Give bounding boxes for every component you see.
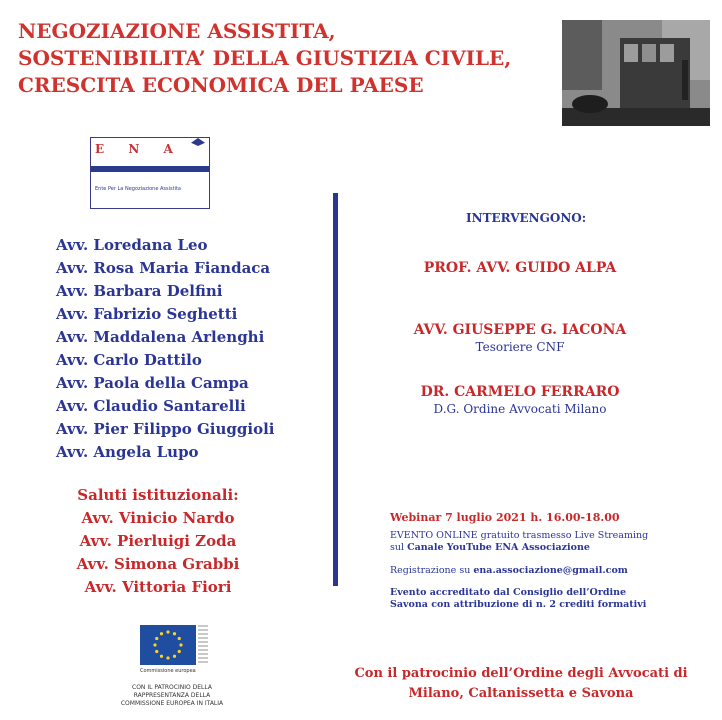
eu-patrocinio-text	[118, 684, 226, 708]
list-item: Avv. Barbara Delfini	[56, 282, 223, 300]
eu-text-line: CON IL PATROCINIO DELLA	[132, 684, 212, 691]
title-line: CRESCITA ECONOMICA DEL PAESE	[18, 73, 424, 97]
list-item: Avv. Claudio Santarelli	[56, 397, 246, 415]
eu-text-line: COMMISSIONE EUROPEA IN ITALIA	[120, 700, 224, 707]
patrocinio-line: Con il patrocinio dell’Ordine degli Avvocati di	[354, 666, 688, 681]
intervengono-heading: INTERVENGONO:	[466, 211, 587, 225]
speaker-name: PROF. AVV. GUIDO ALPA	[423, 260, 617, 276]
patrocinio-line: Milano, Caltanissetta e Savona	[408, 686, 634, 701]
speaker-role: D.G. Ordine Avvocati Milano	[433, 402, 607, 416]
eu-star	[155, 637, 158, 640]
speaker-alpa	[370, 260, 670, 276]
eu-star	[166, 656, 169, 659]
speaker-ferraro	[370, 384, 670, 416]
speaker-role: Tesoriere CNF	[475, 340, 565, 354]
eu-flag-caption: Commissione europea	[140, 668, 196, 674]
eu-star	[153, 643, 156, 646]
eu-star	[178, 637, 181, 640]
ena-subtitle: Ente Per La Negoziazione Assistita	[95, 186, 181, 192]
ena-letters: E N A	[95, 142, 183, 156]
vertical-divider	[333, 193, 338, 586]
organizers-list	[56, 234, 274, 464]
page-title	[18, 18, 558, 99]
eu-star	[173, 655, 176, 658]
youtube-channel: Canale YouTube ENA Associazione	[407, 542, 590, 553]
list-item: Avv. Pier Filippo Giuggioli	[56, 420, 275, 438]
list-item: Avv. Simona Grabbi	[76, 555, 240, 573]
tram-photo-drawing	[562, 20, 710, 126]
saluti-heading: Saluti istituzionali:	[77, 486, 239, 504]
eu-star	[155, 650, 158, 653]
registration-info	[390, 565, 628, 577]
eu-star	[160, 632, 163, 635]
speaker-name: AVV. GIUSEPPE G. IACONA	[413, 322, 627, 338]
ena-logo-bar	[91, 166, 209, 172]
title-line: SOSTENIBILITA’ DELLA GIUSTIZIA CIVILE,	[18, 46, 512, 70]
list-item: Avv. Angela Lupo	[56, 443, 199, 461]
list-item: Avv. Maddalena Arlenghi	[56, 328, 265, 346]
speaker-iacona	[370, 322, 670, 354]
list-item: Avv. Paola della Campa	[56, 374, 249, 392]
list-item: Avv. Rosa Maria Fiandaca	[56, 259, 271, 277]
registration-email: ena.associazione@gmail.com	[473, 565, 628, 576]
online-info	[390, 530, 648, 554]
eu-star	[166, 630, 169, 633]
eu-star	[178, 650, 181, 653]
registration-prefix: Registrazione su	[390, 565, 474, 576]
title-line: NEGOZIAZIONE ASSISTITA,	[18, 19, 336, 43]
accreditation-info	[390, 587, 646, 611]
list-item: Avv. Pierluigi Zoda	[79, 532, 237, 550]
eu-stars	[140, 625, 196, 665]
online-line-2	[390, 542, 648, 554]
eu-star	[160, 655, 163, 658]
accredit-line: Evento accreditato dal Consiglio dell’Ordine	[390, 587, 627, 598]
accredit-line: Savona con attribuzione di n. 2 crediti formativi	[390, 599, 647, 610]
eu-text-line: RAPPRESENTANZA DELLA	[133, 692, 211, 699]
eu-star	[179, 643, 182, 646]
eu-building-icon	[198, 625, 208, 665]
list-item: Avv. Vittoria Fiori	[84, 578, 232, 596]
online-prefix: sul	[390, 542, 408, 553]
ena-logo	[90, 137, 210, 209]
patrocinio-footer	[330, 664, 712, 704]
list-item: Avv. Fabrizio Seghetti	[56, 305, 238, 323]
saluti-section	[58, 484, 258, 599]
tram-photo	[562, 20, 710, 126]
webinar-date: Webinar 7 luglio 2021 h. 16.00-18.00	[390, 511, 620, 524]
eu-flag-icon	[140, 625, 196, 665]
eu-commission-logo	[118, 622, 226, 714]
list-item: Avv. Vinicio Nardo	[81, 509, 235, 527]
list-item: Avv. Carlo Dattilo	[56, 351, 202, 369]
list-item: Avv. Loredana Leo	[56, 236, 208, 254]
eu-star	[173, 632, 176, 635]
speaker-name: DR. CARMELO FERRARO	[420, 384, 620, 400]
online-line: EVENTO ONLINE gratuito trasmesso Live Streaming	[390, 530, 649, 541]
